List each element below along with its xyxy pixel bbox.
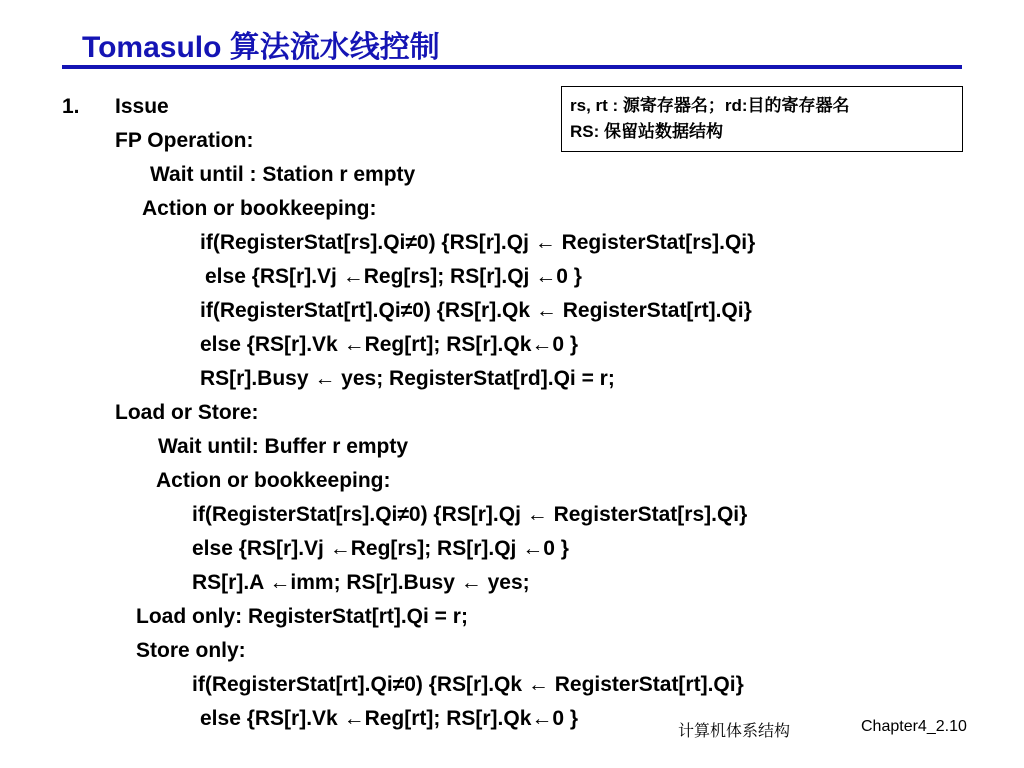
title-underline (62, 65, 962, 69)
load-only-line: Load only: RegisterStat[rt].Qi = r; (136, 605, 468, 628)
code-line: if(RegisterStat[rt].Qi≠0) {RS[r].Qk ← RegisterStat[rt].Qi} (192, 673, 744, 696)
note-line-rs: RS: 保留站数据结构 (570, 122, 723, 141)
code-line: if(RegisterStat[rs].Qi≠0) {RS[r].Qj ← RegisterStat[rs].Qi} (200, 231, 756, 254)
footer-page-number: Chapter4_2.10 (861, 718, 967, 735)
ls-wait-condition: Wait until: Buffer r empty (158, 435, 409, 458)
step-issue: Issue (115, 95, 169, 118)
code-line: RS[r].A ←imm; RS[r].Busy ← yes; (192, 571, 530, 594)
note-line-registers: rs, rt : 源寄存器名；rd:目的寄存器名 (570, 96, 850, 115)
fp-wait-condition: Wait until : Station r empty (150, 163, 416, 186)
code-line: else {RS[r].Vj ←Reg[rs]; RS[r].Qj ←0 } (192, 537, 569, 560)
code-line: if(RegisterStat[rt].Qi≠0) {RS[r].Qk ← RegisterStat[rt].Qi} (200, 299, 752, 322)
code-line: if(RegisterStat[rs].Qi≠0) {RS[r].Qj ← RegisterStat[rs].Qi} (192, 503, 748, 526)
fp-action-heading: Action or bookkeeping: (142, 197, 377, 220)
list-number: 1. (62, 95, 80, 118)
code-line: else {RS[r].Vk ←Reg[rt]; RS[r].Qk←0 } (200, 333, 579, 356)
store-only-heading: Store only: (136, 639, 246, 662)
slide-title: Tomasulo 算法流水线控制 (82, 31, 440, 64)
footer-course: 计算机体系结构 (678, 723, 791, 740)
load-store-heading: Load or Store: (115, 401, 259, 424)
code-line: else {RS[r].Vj ←Reg[rs]; RS[r].Qj ←0 } (205, 265, 582, 288)
note-box (561, 86, 963, 152)
fp-operation-heading: FP Operation: (115, 129, 254, 152)
code-line: RS[r].Busy ← yes; RegisterStat[rd].Qi = r; (200, 367, 615, 390)
code-line: else {RS[r].Vk ←Reg[rt]; RS[r].Qk←0 } (200, 707, 579, 730)
ls-action-heading: Action or bookkeeping: (156, 469, 391, 492)
